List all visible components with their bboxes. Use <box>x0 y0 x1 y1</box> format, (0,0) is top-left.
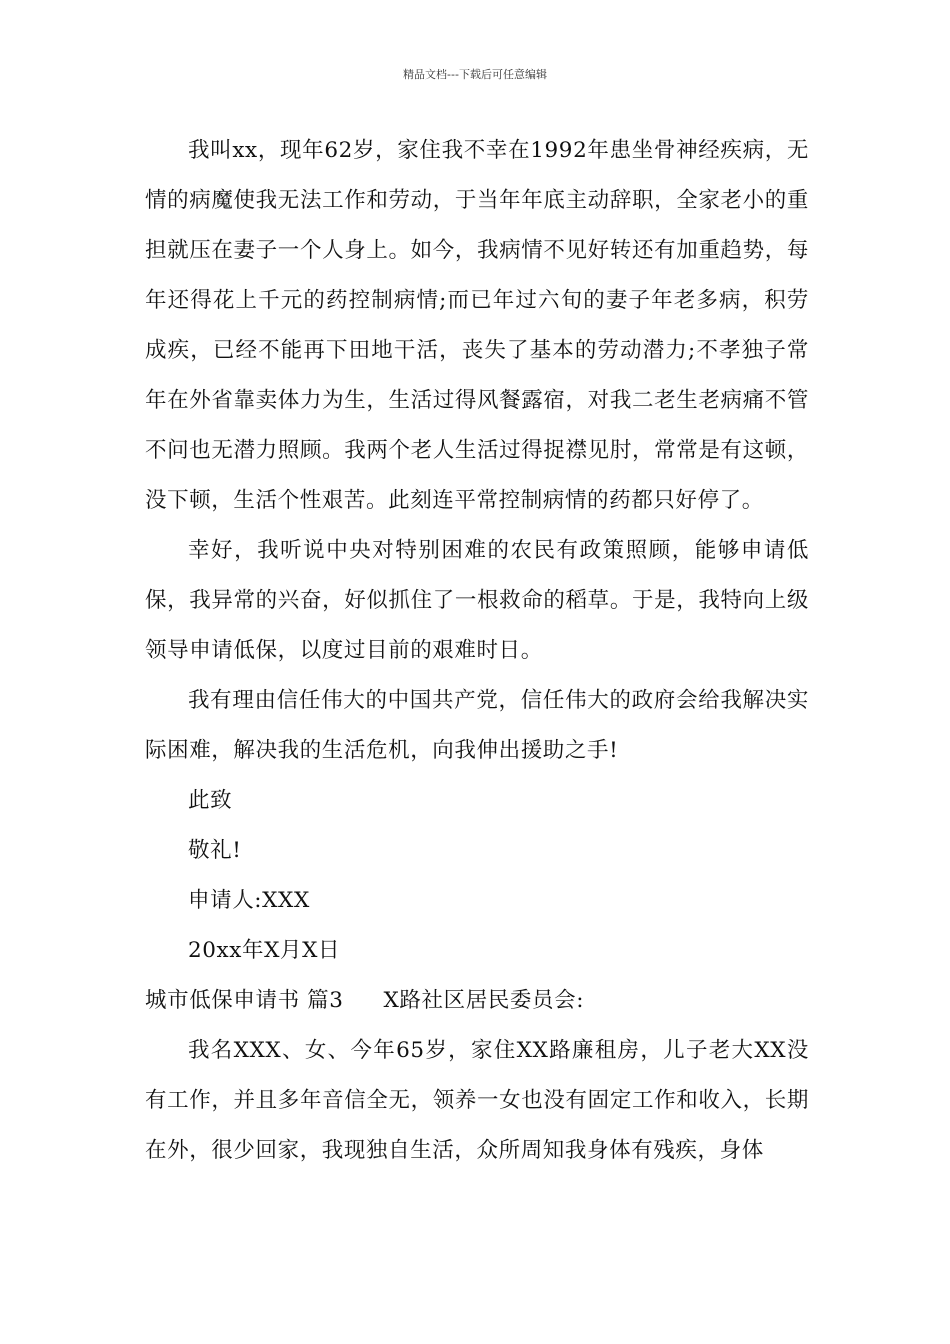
paragraph-1: 我叫xx，现年62岁，家住我不幸在1992年患坐骨神经疾病，无情的病魔使我无法工作和劳动，于当年年底主动辞职，全家老小的重担就压在妻子一个人身上。如今，我病情不见好转还有加重趋势，每年还得花上千元的药控制病情;而已年过六旬的妻子年老多病，积劳成疾，已经不能再下田地干活，丧失了基本的劳动潜力;不孝独子常年在外省靠卖体力为生，生活过得风餐露宿，对我二老生老病痛不管不问也无潜力照顾。我两个老人生活过得捉襟见肘，常常是有这顿，没下顿，生活个性艰苦。此刻连平常控制病情的药都只好停了。 <box>145 138 809 513</box>
document-body <box>145 126 809 1176</box>
section-paragraph: 我名XXX、女、今年65岁，家住XX路廉租房，儿子老大XX没有工作，并且多年音信全无，领养一女也没有固定工作和收入，长期在外，很少回家，我现独自生活，众所周知我身体有残疾，身体 <box>145 1038 809 1163</box>
paragraph-3: 我有理由信任伟大的中国共产党，信任伟大的政府会给我解决实际困难，解决我的生活危机，向我伸出援助之手! <box>145 688 809 763</box>
salute-line: 敬礼! <box>188 838 242 863</box>
closing-line: 此致 <box>188 788 233 813</box>
page-header: 精品文档---下载后可任意编辑 <box>403 68 547 81</box>
section-heading <box>145 976 809 1026</box>
section-title: 城市低保申请书 篇3 <box>145 988 344 1013</box>
date-line: 20xx年X月X日 <box>188 938 341 963</box>
paragraph-2: 幸好，我听说中央对特别困难的农民有政策照顾，能够申请低保，我异常的兴奋，好似抓住了一根救命的稻草。于是，我特向上级领导申请低保，以度过目前的艰难时日。 <box>145 538 809 663</box>
section-recipient: X路社区居民委员会: <box>383 988 585 1013</box>
applicant-line: 申请人:XXX <box>188 888 310 913</box>
